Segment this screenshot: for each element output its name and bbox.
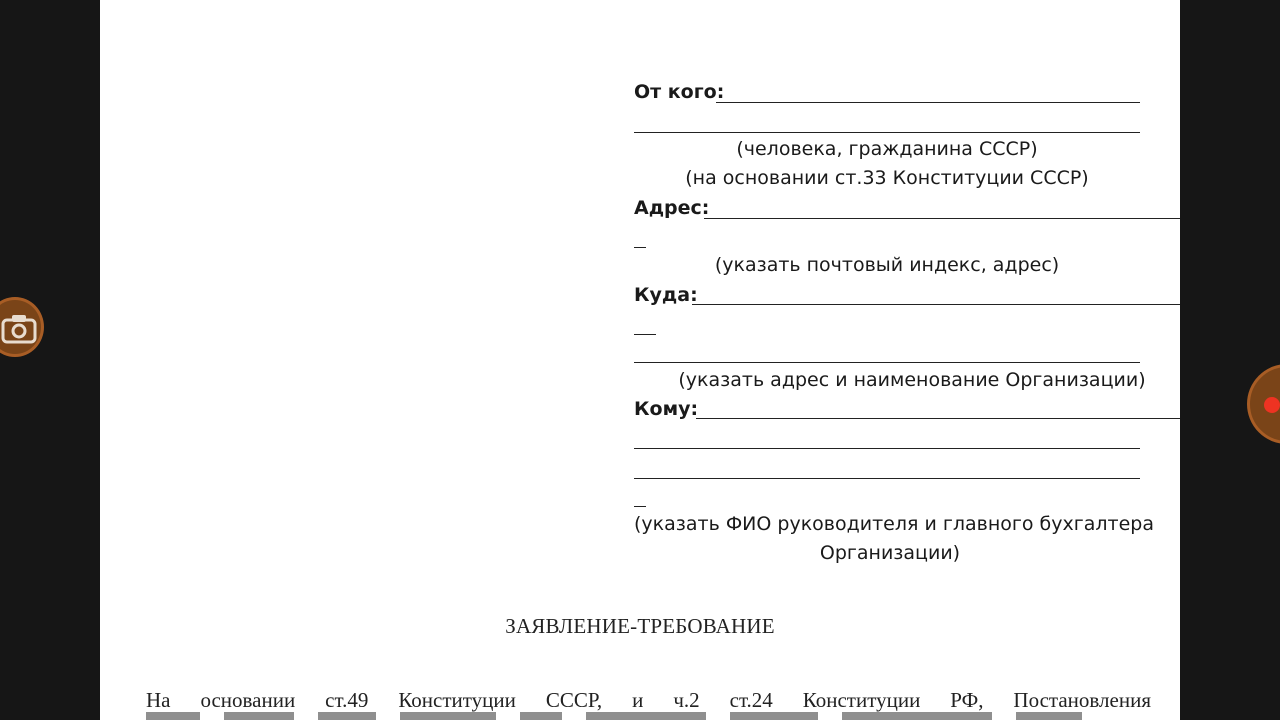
document-body-cut-line [146,712,1151,720]
document-page [100,0,1180,720]
where-field-line-1 [692,304,1180,305]
from-field-line-2 [634,132,1140,133]
record-button[interactable] [1247,364,1280,444]
to-field-line-3 [634,478,1140,479]
to-caption-organization: Организации) [819,542,961,564]
camera-icon [0,313,39,345]
address-field-line-2 [634,247,646,248]
from-caption-person: (человека, гражданина СССР) [736,138,1038,160]
from-label: От кого: [634,81,725,103]
where-field-line-2 [634,334,656,335]
to-caption-head: (указать ФИО руководителя и главного бухгалтера [634,513,1154,535]
where-caption: (указать адрес и наименование Организации) [678,369,1146,391]
where-field-line-3 [634,362,1140,363]
address-label: Адрес: [634,197,710,219]
document-title: ЗАЯВЛЕНИЕ-ТРЕБОВАНИЕ [505,614,775,638]
address-field-line-1 [704,218,1180,219]
from-field-line-1 [716,102,1140,103]
screenshot-button[interactable] [0,297,44,357]
record-icon [1264,397,1280,413]
where-label: Куда: [634,284,698,306]
from-caption-basis: (на основании ст.33 Конституции СССР) [685,167,1089,189]
to-field-line-2 [634,448,1140,449]
address-caption: (указать почтовый индекс, адрес) [714,254,1060,276]
document-body-line: На основании ст.49 Конституции СССР, и ч.2 ст.24 Конституции РФ, Постановления [146,688,1151,712]
to-field-line-1 [696,418,1180,419]
to-label: Кому: [634,398,699,420]
to-field-line-4 [634,506,646,507]
